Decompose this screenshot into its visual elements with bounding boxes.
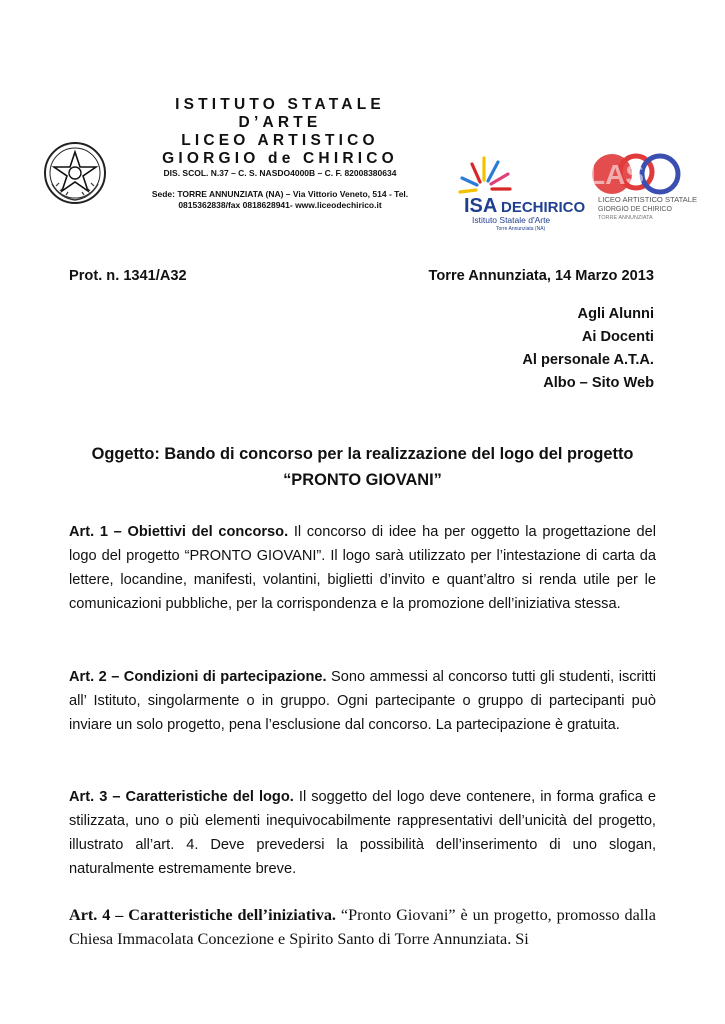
recipients-block bbox=[522, 303, 654, 395]
document-date: Torre Annunziata, 14 Marzo 2013 bbox=[428, 268, 654, 284]
recipient-line: Agli Alunni bbox=[577, 306, 654, 322]
liceo-logo-line-1: LICEO ARTISTICO STATALE bbox=[598, 195, 698, 204]
article-2 bbox=[69, 665, 656, 737]
liceo-logo-line-3: TORRE ANNUNZIATA bbox=[598, 215, 653, 221]
isa-subtitle-2: Torre Annunziata (NA) bbox=[496, 226, 546, 232]
article-text: “Pronto Giovani” è un progetto, promosso dalla Chiesa Immacolata Concezione e Spirito Santo di Torre Annunziata. Si bbox=[69, 906, 656, 948]
article-text: Il soggetto del logo deve contenere, in forma grafica e stilizzata, uno o più elementi inequivocabilmente rappresentativi dell’unicità del progetto, illustrato all’art. 4. Deve prevedersi la possibilità dell’inserimento di uno slogan, naturalmente estremamente breve. bbox=[69, 789, 656, 877]
isa-subtitle: Istituto Statale d'Arte bbox=[472, 215, 551, 225]
article-heading: Art. 4 – Caratteristiche dell’iniziativa. bbox=[69, 906, 336, 924]
recipient-line: Albo – Sito Web bbox=[543, 375, 654, 391]
protocol-number: Prot. n. 1341/A32 bbox=[69, 268, 187, 284]
subject-line-1: Oggetto: Bando di concorso per la realizzazione del logo del progetto bbox=[91, 445, 634, 463]
recipient-line: Ai Docenti bbox=[581, 329, 654, 345]
isa-brand-right: DECHIRICO bbox=[501, 199, 586, 216]
liceo-mark: LAS bbox=[588, 159, 644, 190]
liceo-artistico-logo bbox=[578, 152, 698, 222]
article-3 bbox=[69, 785, 656, 881]
institute-line-2: D’ARTE bbox=[238, 114, 322, 131]
article-text: Sono ammessi al concorso tutti gli studenti, iscritti all’ Istituto, singolarmente o in gruppo. Ogni partecipante o gruppo di partecipanti può inviare un solo progetto, pena l’esclusione dal concorso. La partecipazione è gratuita. bbox=[69, 669, 656, 733]
isa-dechirico-logo bbox=[458, 152, 586, 232]
institute-sede-line-2: 0815362838/fax 0818628941- www.liceodechirico.it bbox=[178, 200, 382, 210]
subject-line-2: “PRONTO GIOVANI” bbox=[283, 471, 442, 489]
article-text: Il concorso di idee ha per oggetto la progettazione del logo del progetto “PRONTO GIOVANI”. Il logo sarà utilizzato per l’intestazione di carta da lettere, locandine, manifesti, volantini, biglietti d’invito e quant’altro si renda utile per le comunicazioni pubbliche, per la corrispondenza e la promozione dell’iniziativa stessa. bbox=[69, 524, 656, 612]
institute-line-3: LICEO ARTISTICO bbox=[181, 132, 379, 149]
institute-line-1: ISTITUTO STATALE bbox=[175, 96, 385, 113]
article-heading: Art. 3 – Caratteristiche del logo. bbox=[69, 789, 294, 805]
institute-line-4: GIORGIO de CHIRICO bbox=[162, 150, 398, 167]
republic-emblem-icon bbox=[42, 140, 108, 206]
article-heading: Art. 2 – Condizioni di partecipazione. bbox=[69, 669, 327, 685]
article-1 bbox=[69, 520, 656, 616]
institute-dis-line: DIS. SCOL. N.37 – C. S. NASDO4000B – C. F. 82008380634 bbox=[163, 168, 397, 178]
isa-brand-left: ISA bbox=[464, 195, 498, 217]
article-4 bbox=[69, 903, 656, 951]
institute-header bbox=[110, 96, 450, 211]
institute-sede-line-1: Sede: TORRE ANNUNZIATA (NA) – Via Vittorio Veneto, 514 - Tel. bbox=[151, 189, 409, 199]
recipient-line: Al personale A.T.A. bbox=[522, 352, 654, 368]
liceo-logo-line-2: GIORGIO DE CHIRICO bbox=[598, 206, 672, 213]
subject-heading bbox=[69, 441, 656, 493]
article-heading: Art. 1 – Obiettivi del concorso. bbox=[69, 524, 289, 540]
